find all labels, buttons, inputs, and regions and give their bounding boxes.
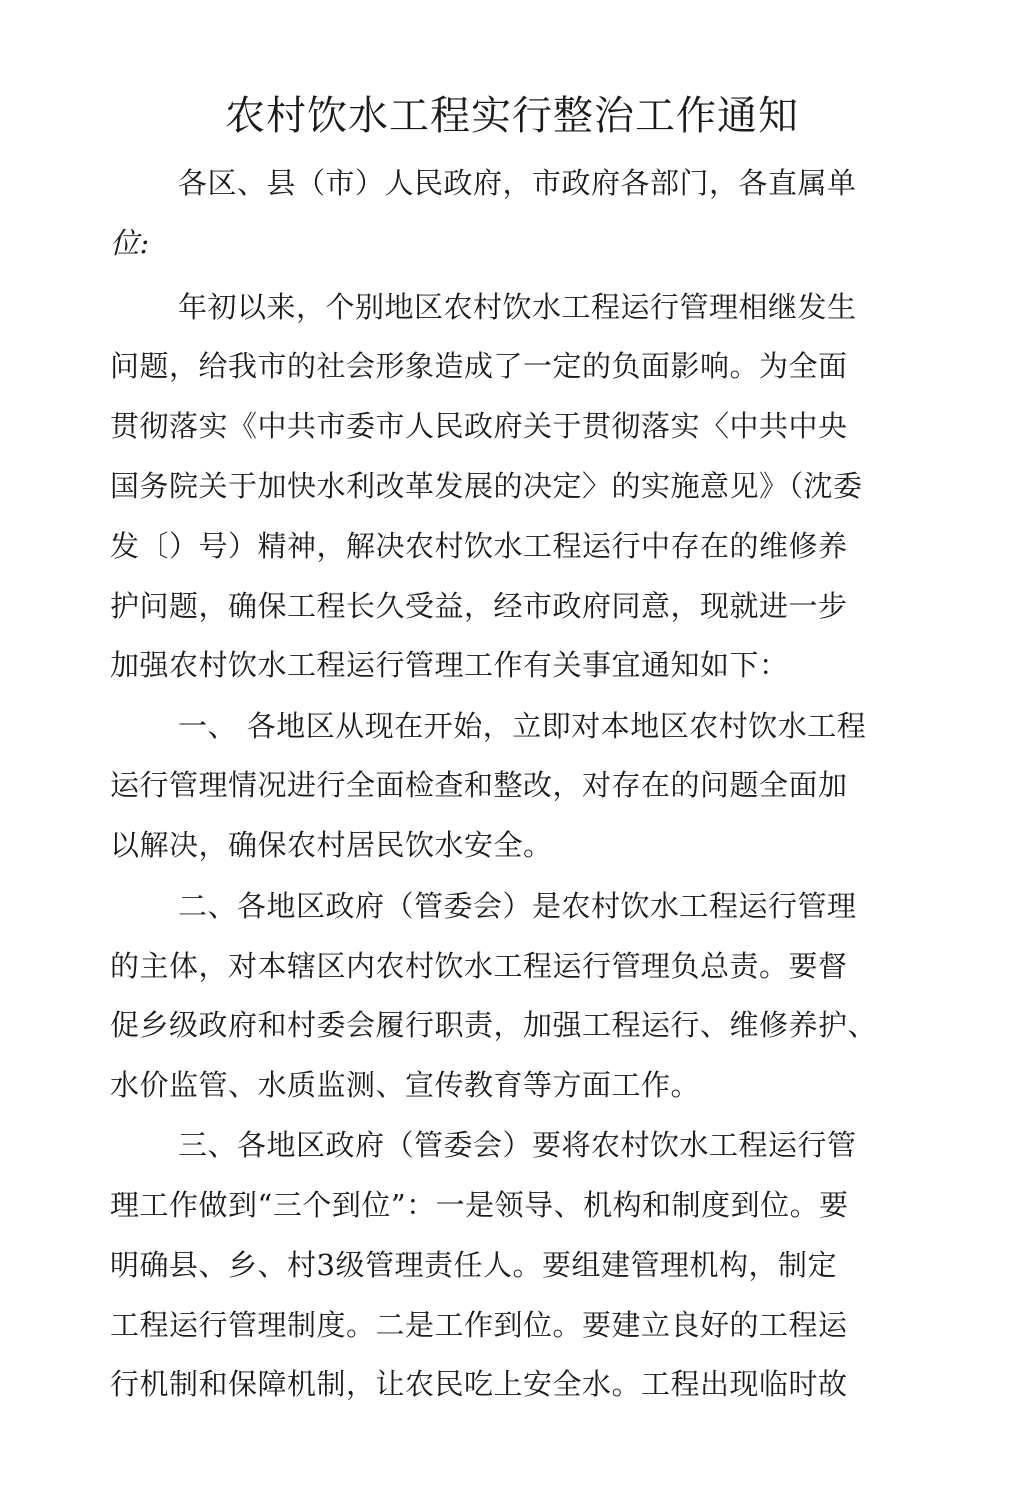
body-line: 发〔）号）精神，解决农村饮水工程运行中存在的维修养	[110, 529, 848, 563]
section-one-line: 运行管理情况进行全面检查和整改，对存在的问题全面加	[110, 768, 848, 802]
body-line: 问题，给我市的社会形象造成了一定的负面影响。为全面	[110, 349, 848, 383]
section-three-line: 工程运行管理制度。二是工作到位。要建立良好的工程运	[110, 1308, 848, 1342]
section-one-line: 以解决，确保农村居民饮水安全。	[110, 828, 553, 862]
salutation-line-2: 位:	[110, 226, 150, 260]
salutation-line-1: 各区、县（市）人民政府，市政府各部门，各直属单	[178, 166, 857, 200]
section-one-line: 一、 各地区从现在开始，立即对本地区农村饮水工程	[178, 709, 867, 743]
body-line: 加强农村饮水工程运行管理工作有关事宜通知如下：	[110, 648, 789, 682]
section-two-line: 二、各地区政府（管委会）是农村饮水工程运行管理	[178, 889, 857, 923]
section-three-line: 行机制和保障机制，让农民吃上安全水。工程出现临时故	[110, 1367, 848, 1401]
section-two-line: 的主体，对本辖区内农村饮水工程运行管理负总责。要督	[110, 949, 848, 983]
document-title: 农村饮水工程实行整治工作通知	[225, 93, 799, 139]
body-line: 国务院关于加快水利改革发展的决定〉的实施意见》（沈委	[110, 469, 863, 503]
section-three-line: 理工作做到“三个到位”：一是领导、机构和制度到位。要	[110, 1188, 849, 1222]
body-line: 护问题，确保工程长久受益，经市政府同意，现就进一步	[110, 589, 848, 623]
section-three-line: 三、各地区政府（管委会）要将农村饮水工程运行管	[178, 1128, 857, 1162]
section-three-line: 明确县、乡、村3级管理责任人。要组建管理机构，制定	[110, 1248, 837, 1282]
section-two-line: 水价监管、水质监测、宣传教育等方面工作。	[110, 1068, 701, 1102]
section-two-line: 促乡级政府和村委会履行职责，加强工程运行、维修养护、	[110, 1008, 878, 1042]
body-line: 年初以来，个别地区农村饮水工程运行管理相继发生	[178, 290, 857, 324]
body-line: 贯彻落实《中共市委市人民政府关于贯彻落实〈中共中央	[110, 409, 848, 443]
